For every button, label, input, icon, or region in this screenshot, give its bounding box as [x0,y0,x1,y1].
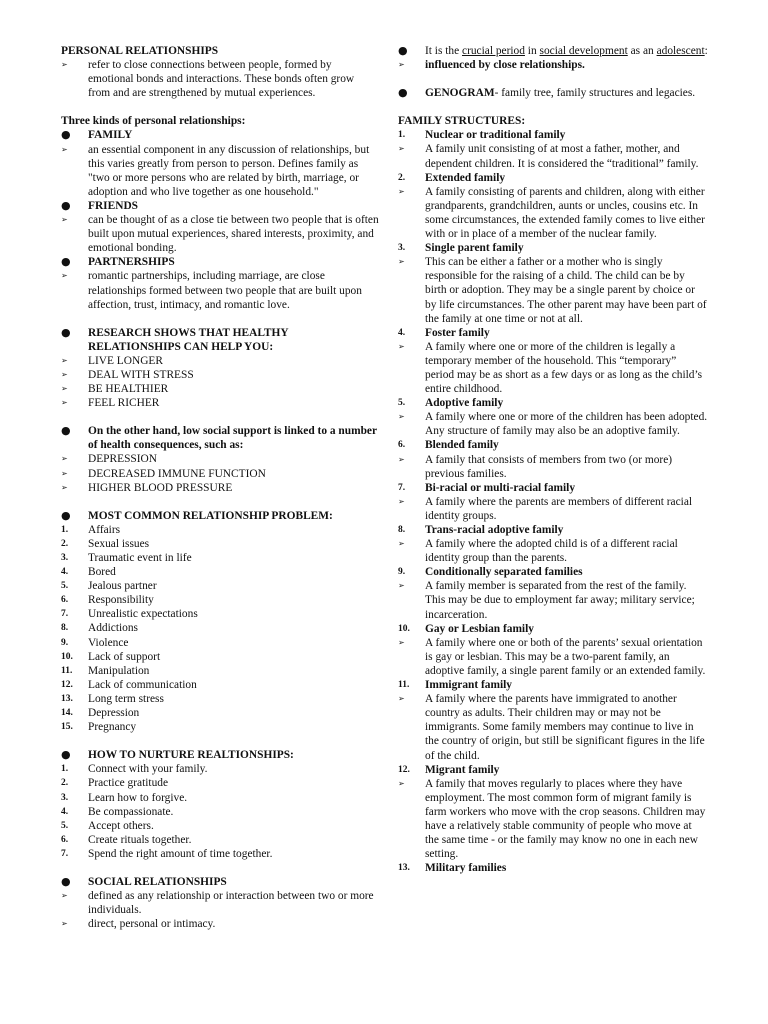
list-item: ➢ DEPRESSION [61,453,157,466]
list-number: 7. [61,848,69,859]
arrow-bullet-icon: ➢ [398,186,405,196]
list-number: 13. [398,863,410,874]
structure-description: ➢ A family where one or both of the parents’ sexual orientation is gay or lesbian. This may be a two-parent family, an adoptive family, a single parent family or an extended family. [398,636,706,677]
list-number: 7. [61,609,69,620]
structure-name: Bi-racial or multi-racial family [425,481,576,494]
problems-heading: ● MOST COMMON RELATIONSHIP PROBLEM: [61,508,333,522]
list-item: ➢ FEEL RICHER [61,397,160,410]
nurture-list [61,762,379,861]
structure-name: Migrant family [425,763,500,776]
arrow-bullet-icon: ➢ [61,271,68,281]
list-number: 9. [61,637,69,648]
structure-name: Adoptive family [425,397,504,410]
list-number: 5. [61,820,69,831]
structure-heading [398,481,708,495]
arrow-bullet-icon: ➢ [61,468,68,478]
structure-description: ➢ A family that moves regularly to places where they have employment. The most common form of migrant family is farm workers who move with the crop seasons. Children may have a relatively stable community of people who move at the same time - or the family may know no one in each new setting. [398,777,706,861]
structure-description: ➢ A family unit consisting of at most a father, mother, and dependent children. It is considered the “traditional” family. [398,143,699,170]
arrow-bullet-icon: ➢ [398,581,405,591]
problems-list [61,523,379,734]
arrow-bullet-icon: ➢ [398,496,405,506]
arrow-bullet-icon: ➢ [398,341,405,351]
bullet-icon: ● [61,255,71,269]
arrow-bullet-icon: ➢ [398,412,405,422]
left-column [61,44,379,931]
list-item: 4. Bored [61,566,116,579]
list-number: 10. [398,623,410,634]
list-number: 12. [398,764,410,775]
list-item: 13. Long term stress [61,692,164,705]
structure-name: Conditionally separated families [425,566,583,579]
list-item: 12. Lack of communication [61,678,197,691]
structure-description: ➢ A family where the adopted child is of a different racial identity group than the parents. [398,538,678,565]
list-number: 3. [398,243,406,254]
list-item: 8. Addictions [61,622,138,635]
arrow-bullet-icon: ➢ [398,454,405,464]
nurture-heading: ● HOW TO NURTURE REALTIONSHIPS: [61,748,294,762]
structure-description: ➢ A family member is separated from the rest of the family. This may be due to employment far away; military service; incarceration. [398,580,695,621]
list-item: 4. Be compassionate. [61,805,174,818]
list-number: 4. [61,567,69,578]
family-structures-title: FAMILY STRUCTURES: [398,115,526,128]
list-item: ➢ DEAL WITH STRESS [61,368,194,381]
partnerships-definition: ➢ romantic partnerships, including marriage, are close relationships formed between two people that are built upon affection, trust, intimacy, and romantic love. [61,270,362,311]
structure-name: Foster family [425,326,490,339]
friends-heading: ● FRIENDS [61,198,139,212]
list-item: ➢ HIGHER BLOOD PRESSURE [61,481,233,494]
list-item: 15. Pregnancy [61,721,137,734]
list-item: 9. Violence [61,636,129,649]
social-heading: ● SOCIAL RELATIONSHIPS [61,874,227,888]
list-item: ➢ BE HEALTHIER [61,383,169,396]
family-structures-list [398,128,708,875]
list-number: 9. [398,567,406,578]
structure-name: Nuclear or traditional family [425,129,566,142]
structure-heading [398,622,708,636]
arrow-bullet-icon: ➢ [61,482,68,492]
list-item: 1. Affairs [61,523,121,536]
structure-name: Single parent family [425,242,524,255]
three-kinds-heading: Three kinds of personal relationships: [61,115,246,128]
list-number: 2. [61,778,69,789]
arrow-bullet-icon: ➢ [61,919,68,929]
bullet-icon: ● [61,424,71,438]
list-number: 13. [61,693,73,704]
social-list [61,889,379,931]
structure-heading [398,678,708,692]
arrow-bullet-icon: ➢ [61,384,68,394]
list-number: 11. [61,665,73,676]
list-number: 2. [398,172,406,183]
arrow-bullet-icon: ➢ [61,454,68,464]
bullet-icon: ● [61,128,71,142]
structure-heading [398,565,708,579]
list-item: 11. Manipulation [61,664,150,677]
research-heading: ● RESEARCH SHOWS THAT HEALTHY RELATIONSHIPS CAN HELP YOU: [61,325,289,353]
arrow-bullet-icon: ➢ [398,539,405,549]
list-number: 3. [61,553,69,563]
structure-name: Immigrant family [425,679,512,692]
structure-name: Military families [425,862,507,875]
arrow-bullet-icon: ➢ [398,60,405,70]
structure-description: ➢ A family where the parents are members of different racial identity groups. [398,495,693,522]
structure-name: Trans-racial adoptive family [425,524,564,536]
arrow-bullet-icon: ➢ [61,891,68,901]
structure-description: ➢ A family consisting of parents and children, along with either grandparents, grandchildren, aunts or uncles, cousins etc. In some circumstances, the extended family comes to live either with or in place of a member of the nuclear family. [398,185,705,241]
structure-heading [398,396,708,410]
structure-heading [398,438,708,452]
list-item: 10. Lack of support [61,650,161,663]
list-item: 6. Create rituals together. [61,833,192,846]
list-item: 14. Depression [61,707,140,720]
structure-heading [398,128,708,142]
structure-heading [398,523,708,537]
arrow-bullet-icon: ➢ [398,257,405,267]
list-item: 7. Spend the right amount of time together. [61,847,273,860]
list-item: 3. Learn how to forgive. [61,791,188,804]
list-item: 6. Responsibility [61,594,154,607]
list-item: 2. Sexual issues [61,537,150,550]
arrow-bullet-icon: ➢ [61,398,68,408]
structure-description: ➢ A family where one or more of the children has been adopted. Any structure of family may also be an adoptive family. [398,411,708,438]
structure-name: Extended family [425,171,506,184]
list-number: 3. [61,792,69,803]
list-item: 3. Traumatic event in life [61,552,192,564]
structure-description: ➢ This can be either a father or a mother who is singly responsible for the raising of a child. The child can be by birth or adoption. They may be a single parent by choice or by life circumstances. The other parent may have been part of the family at one time or not at all. [398,256,707,325]
list-number: 5. [61,581,69,592]
bullet-icon: ● [61,325,71,339]
personal-definition: ➢ refer to close connections between people, formed by emotional bonds and interactions. These bonds often grow from and are strengthened by mutual experiences. [61,59,355,100]
list-number: 5. [398,398,406,409]
structure-name: Gay or Lesbian family [425,622,534,635]
arrow-bullet-icon: ➢ [398,637,405,647]
structure-name: Blended family [425,439,499,452]
list-item: ➢ DECREASED IMMUNE FUNCTION [61,467,266,480]
bullet-icon: ● [61,198,71,212]
partnerships-heading: ● PARTNERSHIPS [61,255,175,269]
list-item: ➢ direct, personal or intimacy. [61,918,216,931]
personal-relationships-title: PERSONAL RELATIONSHIPS [61,45,219,57]
bullet-icon: ● [61,508,71,522]
list-number: 14. [61,708,73,719]
list-number: 1. [61,764,69,775]
list-number: 4. [61,806,69,817]
list-item: 1. Connect with your family. [61,763,208,776]
research-list [61,354,379,410]
list-number: 1. [61,524,69,535]
list-number: 6. [61,834,69,845]
list-number: 4. [398,327,406,338]
list-number: 15. [61,722,73,733]
structure-heading [398,763,708,777]
health-consequences-heading: ● On the other hand, low social support is linked to a number of health consequences, such as: [61,424,377,452]
list-number: 10. [61,651,73,662]
list-item: ➢ defined as any relationship or interaction between two or more individuals. [61,890,374,917]
structure-description: ➢ A family that consists of members from two (or more) previous families. [398,453,673,480]
family-heading: ● FAMILY [61,128,133,142]
list-number: 8. [61,623,69,634]
arrow-bullet-icon: ➢ [398,694,405,704]
bullet-icon: ● [398,86,408,100]
bullet-icon: ● [61,874,71,888]
arrow-bullet-icon: ➢ [61,369,68,379]
friends-definition: ➢ can be thought of as a close tie between two people that is often built upon mutual experiences, shared interests, proximity, and emotional bonding. [61,214,379,255]
list-number: 12. [61,679,73,690]
list-number: 6. [61,595,69,606]
list-item: 5. Accept others. [61,819,154,832]
arrow-bullet-icon: ➢ [398,778,405,788]
arrow-bullet-icon: ➢ [61,355,68,365]
list-number: 2. [61,538,69,549]
influenced-item: ➢ influenced by close relationships. [398,59,585,72]
structure-heading [398,171,708,185]
list-item: 2. Practice gratitude [61,777,169,790]
list-number: 6. [398,440,406,451]
bullet-icon: ● [398,44,408,57]
arrow-bullet-icon: ➢ [61,144,68,154]
list-item: 7. Unrealistic expectations [61,608,198,621]
structure-description: ➢ A family where the parents have immigrated to another country as adults. Their children may or may not be immigrants. Some family members may continue to live in the country of origin, but still be significant figures in the life of the child. [398,693,705,762]
structure-heading [398,241,708,255]
arrow-bullet-icon: ➢ [61,60,68,70]
list-number: 1. [398,130,406,141]
list-number: 8. [398,525,406,535]
list-number: 11. [398,680,410,691]
crucial-period-item: ● It is the crucial period in social development as an adolescent: [398,44,708,57]
arrow-bullet-icon: ➢ [61,215,68,225]
structure-heading [398,861,708,875]
health-consequences-list [61,452,379,494]
family-definition: ➢ an essential component in any discussion of relationships, but this varies greatly from person to person. Defines family as "two or more persons who are related by birth, marriage, or adoption and who live together as one household." [61,143,370,198]
arrow-bullet-icon: ➢ [398,144,405,154]
list-item: ➢ LIVE LONGER [61,354,163,367]
bullet-icon: ● [61,748,71,762]
structure-description: ➢ A family where one or more of the children is legally a temporary member of the household. This “temporary” period may be as short as a few days or as long as the child’s entire childhood. [398,340,703,396]
right-column [398,44,708,875]
structure-heading [398,326,708,340]
list-number: 7. [398,482,406,493]
list-item: 5. Jealous partner [61,580,157,593]
genogram-item: ● GENOGRAM- family tree, family structures and legacies. [398,86,696,100]
